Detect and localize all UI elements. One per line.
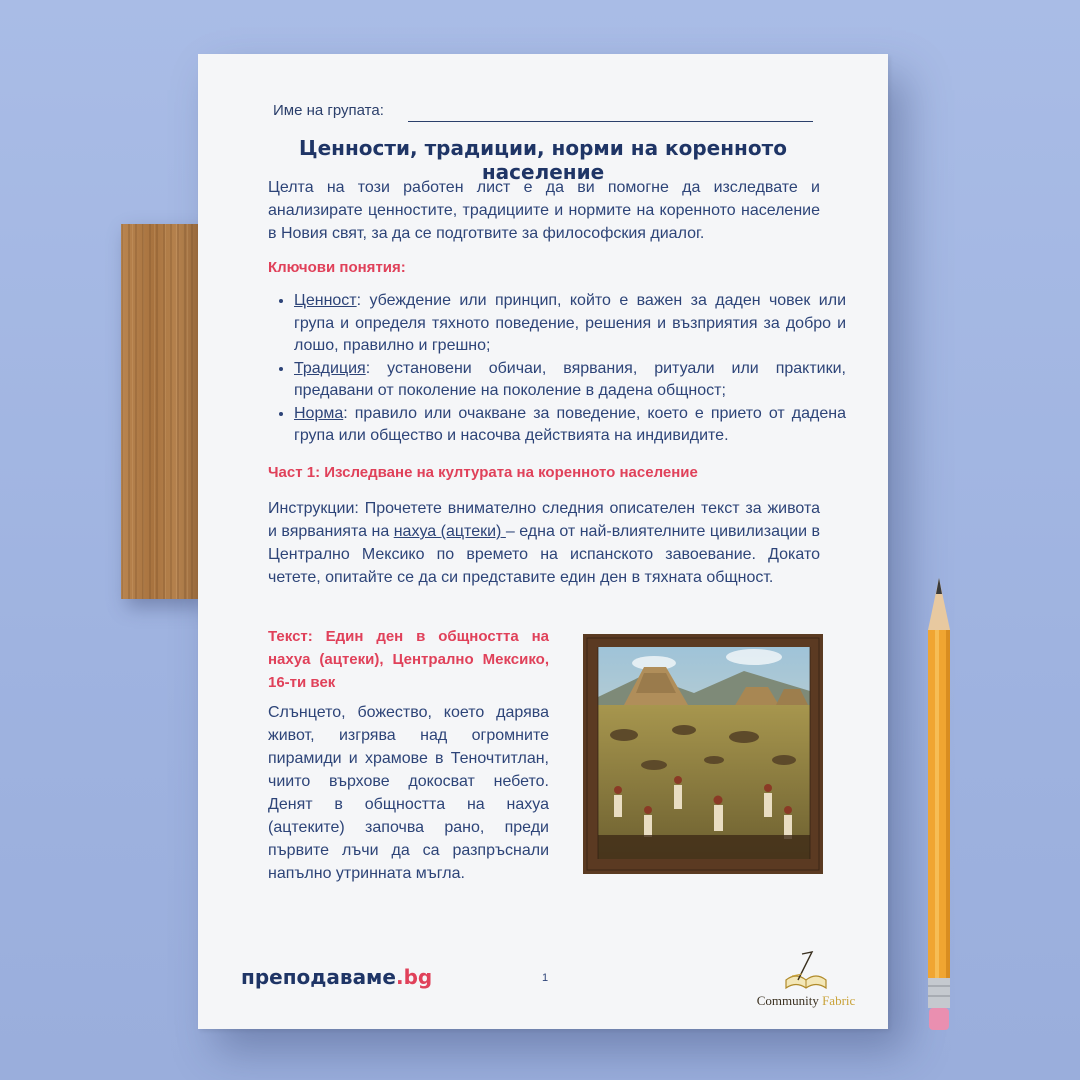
worksheet-page	[198, 54, 888, 1029]
text-body: Слънцето, божество, което дарява живот, изгрява над огромните пирамиди и храмове в Теночтитлан, чиито върхове докосват небето. Денят в общността на нахуа (ацтеките) започва рано, преди първите лъчи да са разпръснали напълно утринната мъгла.	[268, 704, 549, 882]
list-item	[294, 358, 846, 403]
part1-heading: Част 1: Изследване на културата на коренното население	[268, 464, 698, 481]
term-value-definition: : убеждение или принцип, който е важен за даден човек или група и определя тяхното поведение, решения и възприятия за добро и лошо, правилно и грешно;	[294, 292, 846, 354]
list-item	[294, 290, 846, 358]
partner-word-community: Community	[756, 993, 819, 1008]
instructions-text-end: – една от най-влиятелните цивилизации в Централно Мексико по времето на испанското завоевание. Докато четете, опитайте се да си представите един ден в тяхната общност.	[268, 523, 821, 586]
prepodavame-logo	[241, 965, 432, 989]
pencil-icon	[924, 578, 954, 1033]
page-number: 1	[542, 972, 549, 984]
community-fabric-logo	[746, 950, 866, 1012]
key-terms-list	[270, 290, 846, 448]
key-terms-heading: Ключови понятия:	[268, 259, 406, 276]
instructions-text: Инструкции: Прочетете внимателно следния описателен текст за живота и вярванията на	[268, 500, 820, 540]
group-name-blank-line	[408, 121, 813, 122]
term-tradition: Традиция	[294, 359, 366, 377]
term-tradition-definition: : установени обичаи, вярвания, ритуали или практики, предавани от поколение на поколение в дадена общност;	[294, 359, 846, 399]
book-quill-icon	[746, 950, 866, 994]
group-name-row	[273, 102, 813, 124]
intro-paragraph: Целта на този работен лист е да ви помогне да изследвате и анализирате ценностите, традициите и нормите на коренното население в Новия свят, за да се подготвите за философския диалог.	[268, 179, 820, 242]
term-value: Ценност	[294, 292, 357, 309]
group-name-label: Име на групата:	[273, 102, 384, 119]
instructions-paragraph	[268, 497, 820, 589]
text-heading: Текст: Един ден в общността на нахуа (ацтеки), Централно Мексико, 16-ти век	[268, 628, 549, 691]
logo-suffix-text: .bg	[395, 965, 433, 989]
nahua-link-text: нахуа (ацтеки)	[393, 523, 506, 540]
wooden-block	[121, 224, 201, 599]
aztec-city-illustration	[583, 634, 823, 874]
partner-word-fabric: Fabric	[822, 993, 856, 1008]
logo-main-text: преподаваме	[241, 965, 396, 989]
worksheet-title: Ценности, традиции, норми на коренното население	[299, 136, 787, 184]
term-norm-definition: : правило или очакване за поведение, което е прието от дадена група или общество и насочва действията на индивидите.	[294, 404, 846, 444]
list-item	[294, 403, 846, 448]
term-norm: Норма	[294, 404, 344, 422]
